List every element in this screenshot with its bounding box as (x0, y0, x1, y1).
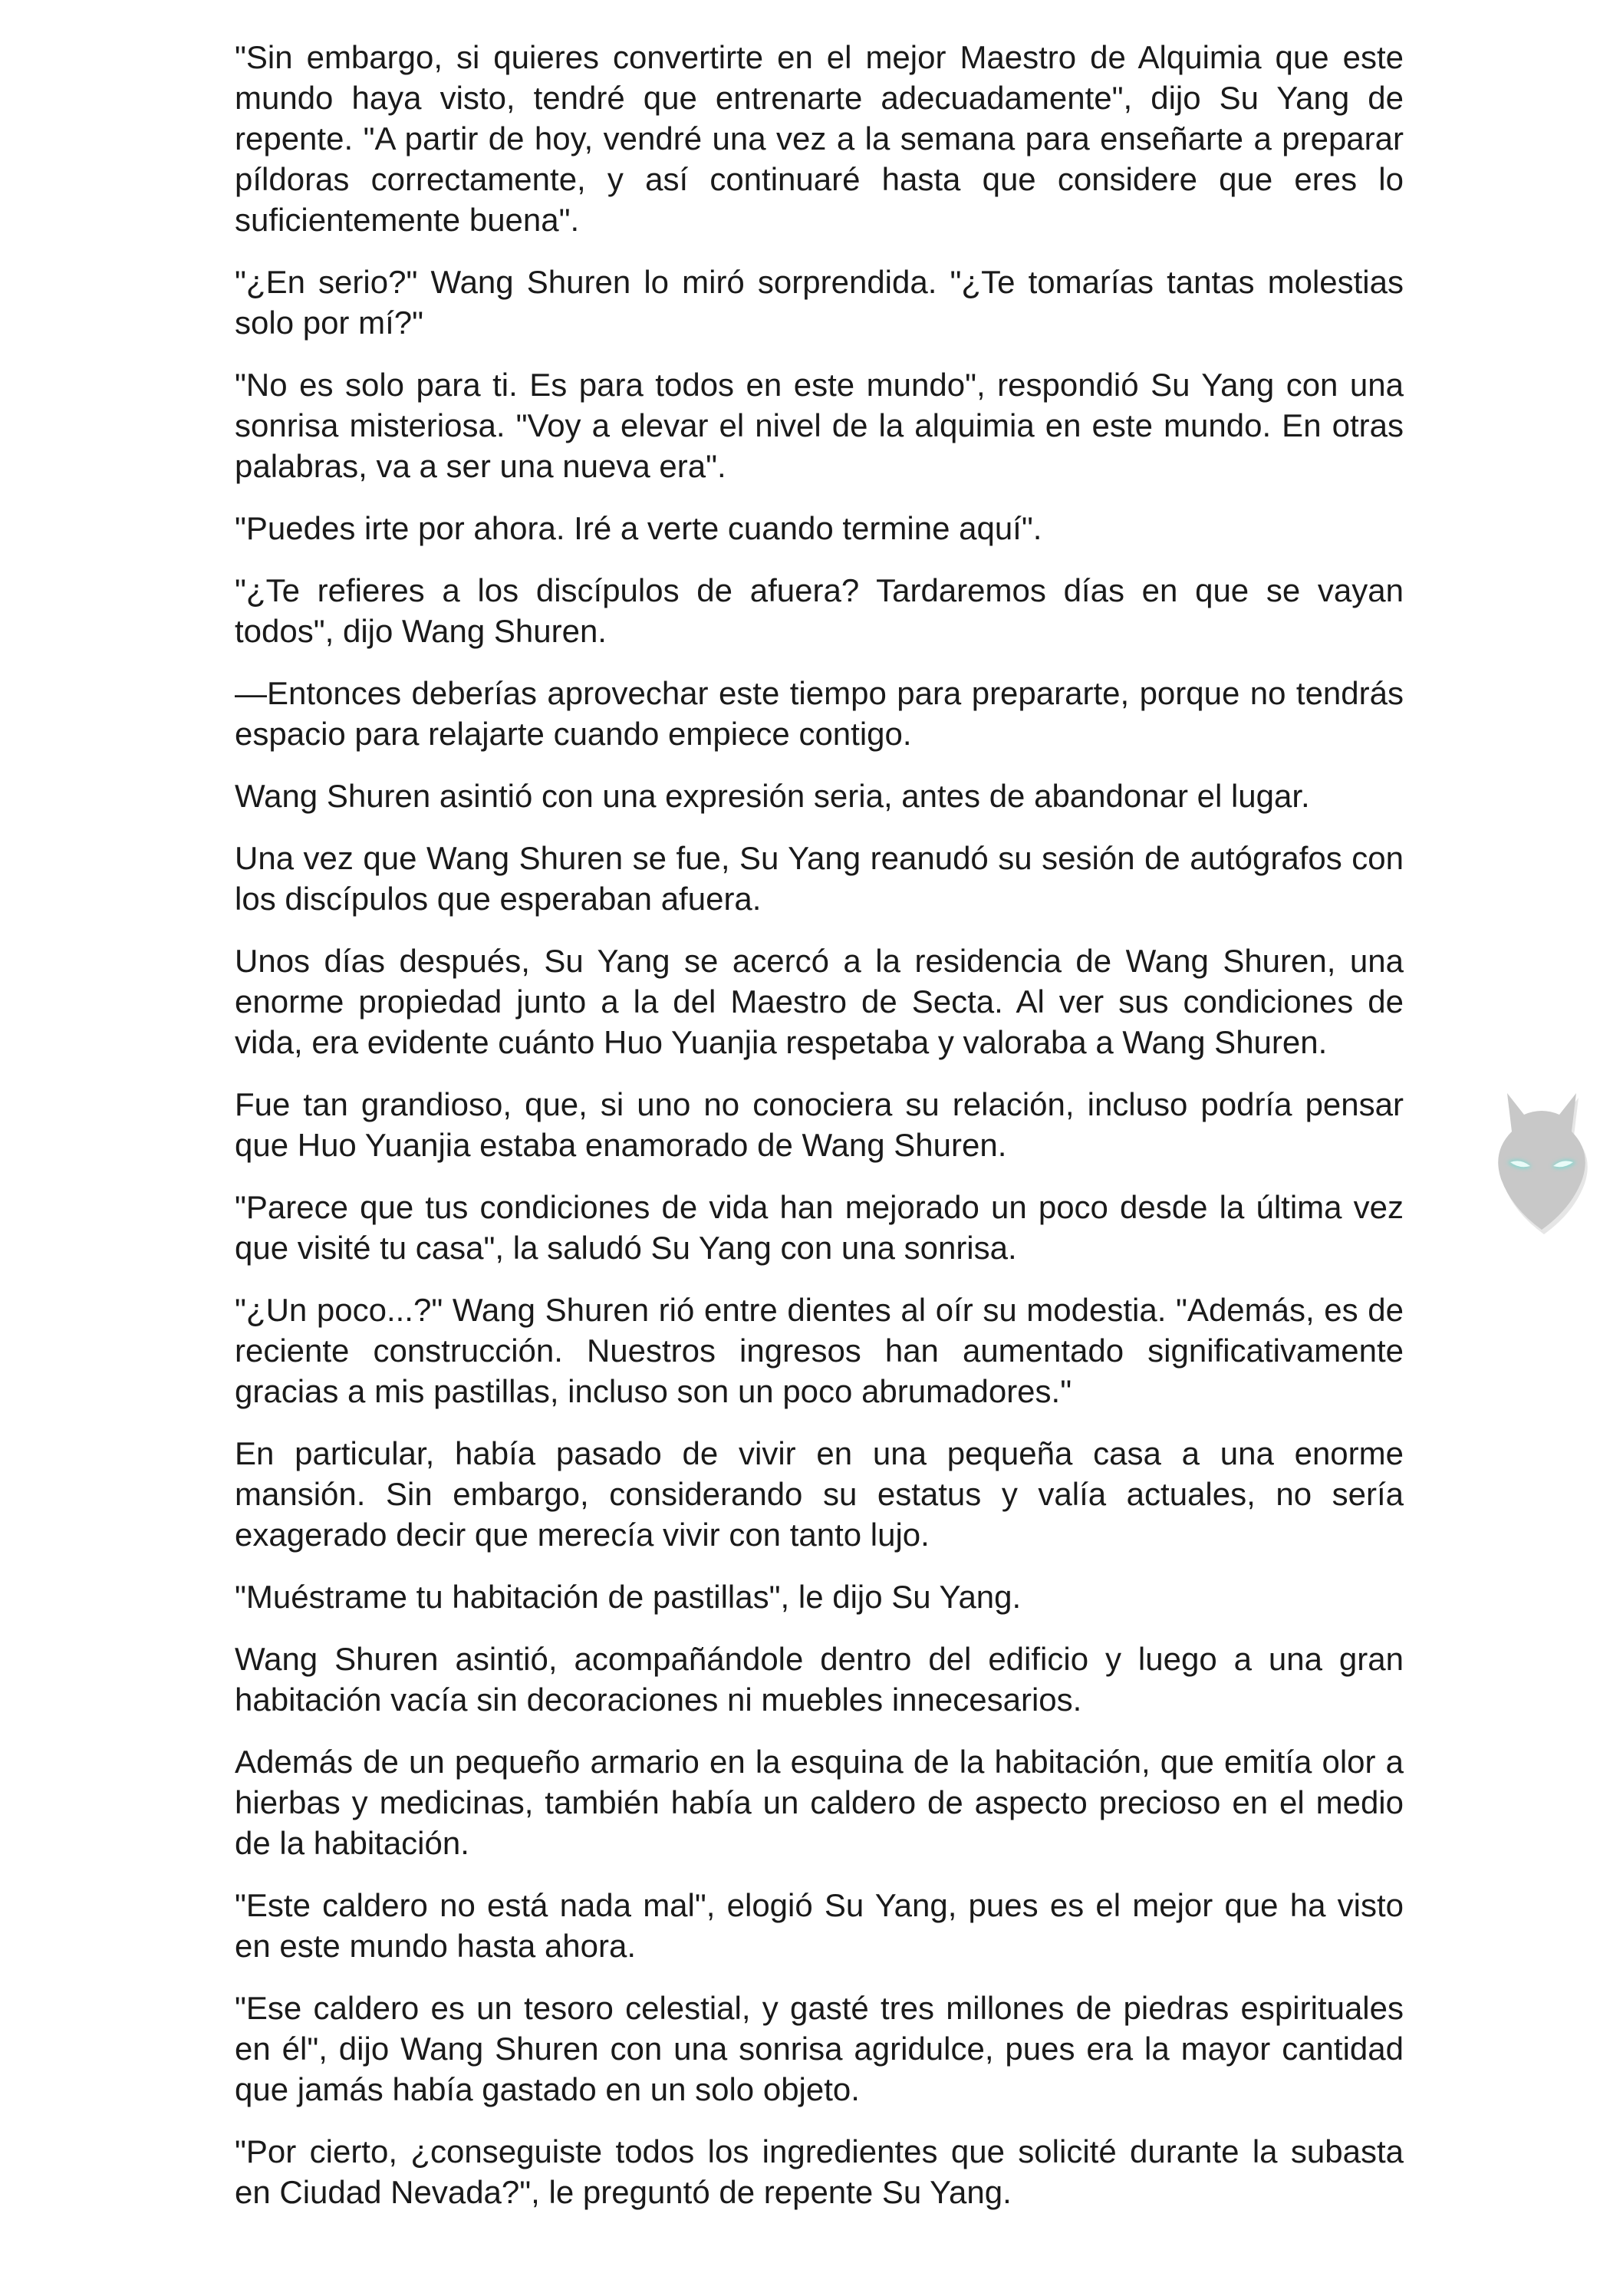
demon-head-logo-icon (1477, 1078, 1607, 1239)
paragraph: "Parece que tus condiciones de vida han mejorado un poco desde la última vez que visité tu casa", la saludó Su Yang con una sonrisa. (235, 1189, 1404, 1266)
paragraph: "Ese caldero es un tesoro celestial, y gasté tres millones de piedras espirituales en él", dijo Wang Shuren con una sonrisa agridulce, pues era la mayor cantidad que jamás había gastado en un solo objeto. (235, 1990, 1404, 2107)
paragraph: "¿Un poco...?" Wang Shuren rió entre dientes al oír su modestia. "Además, es de reciente construcción. Nuestros ingresos han aumentado significativamente gracias a mis pastillas, incluso son un poco abrumadores." (235, 1292, 1404, 1409)
paragraph: Wang Shuren asintió, acompañándole dentro del edificio y luego a una gran habitación vacía sin decoraciones ni muebles innecesarios. (235, 1641, 1404, 1718)
paragraph: —Entonces deberías aprovechar este tiempo para prepararte, porque no tendrás espacio para relajarte cuando empiece contigo. (235, 675, 1404, 752)
paragraph: Además de un pequeño armario en la esquina de la habitación, que emitía olor a hierbas y medicinas, también había un caldero de aspecto precioso en el medio de la habitación. (235, 1744, 1404, 1861)
paragraph: "Muéstrame tu habitación de pastillas", le dijo Su Yang. (235, 1579, 1022, 1615)
paragraph: "Este caldero no está nada mal", elogió Su Yang, pues es el mejor que ha visto en este mundo hasta ahora. (235, 1887, 1404, 1964)
document-body (235, 37, 1404, 2234)
paragraph: "¿En serio?" Wang Shuren lo miró sorprendida. "¿Te tomarías tantas molestias solo por mí?" (235, 264, 1404, 341)
paragraph: Una vez que Wang Shuren se fue, Su Yang reanudó su sesión de autógrafos con los discípulos que esperaban afuera. (235, 840, 1404, 917)
paragraph: "Sin embargo, si quieres convertirte en el mejor Maestro de Alquimia que este mundo haya visto, tendré que entrenarte adecuadamente", dijo Su Yang de repente. "A partir de hoy, vendré una vez a la semana para enseñarte a preparar píldoras correctamente, y así continuaré hasta que considere que eres lo suficientemente buena". (235, 39, 1404, 238)
paragraph: "No es solo para ti. Es para todos en este mundo", respondió Su Yang con una sonrisa misteriosa. "Voy a elevar el nivel de la alquimia en este mundo. En otras palabras, va a ser una nueva era". (235, 367, 1404, 484)
paragraph: Wang Shuren asintió con una expresión seria, antes de abandonar el lugar. (235, 778, 1310, 814)
paragraph: "Por cierto, ¿conseguiste todos los ingredientes que solicité durante la subasta en Ciudad Nevada?", le preguntó de repente Su Yang. (235, 2133, 1404, 2210)
paragraph: En particular, había pasado de vivir en una pequeña casa a una enorme mansión. Sin embargo, considerando su estatus y valía actuales, no sería exagerado decir que merecía vivir con tanto lujo. (235, 1435, 1404, 1553)
paragraph: "Puedes irte por ahora. Iré a verte cuando termine aquí". (235, 510, 1042, 546)
watermark-logo (1477, 1078, 1607, 1239)
paragraph: "¿Te refieres a los discípulos de afuera? Tardaremos días en que se vayan todos", dijo Wang Shuren. (235, 572, 1404, 649)
paragraph: Unos días después, Su Yang se acercó a la residencia de Wang Shuren, una enorme propiedad junto a la del Maestro de Secta. Al ver sus condiciones de vida, era evidente cuánto Huo Yuanjia respetaba y valoraba a Wang Shuren. (235, 943, 1404, 1060)
paragraph: Fue tan grandioso, que, si uno no conociera su relación, incluso podría pensar que Huo Yuanjia estaba enamorado de Wang Shuren. (235, 1086, 1404, 1163)
